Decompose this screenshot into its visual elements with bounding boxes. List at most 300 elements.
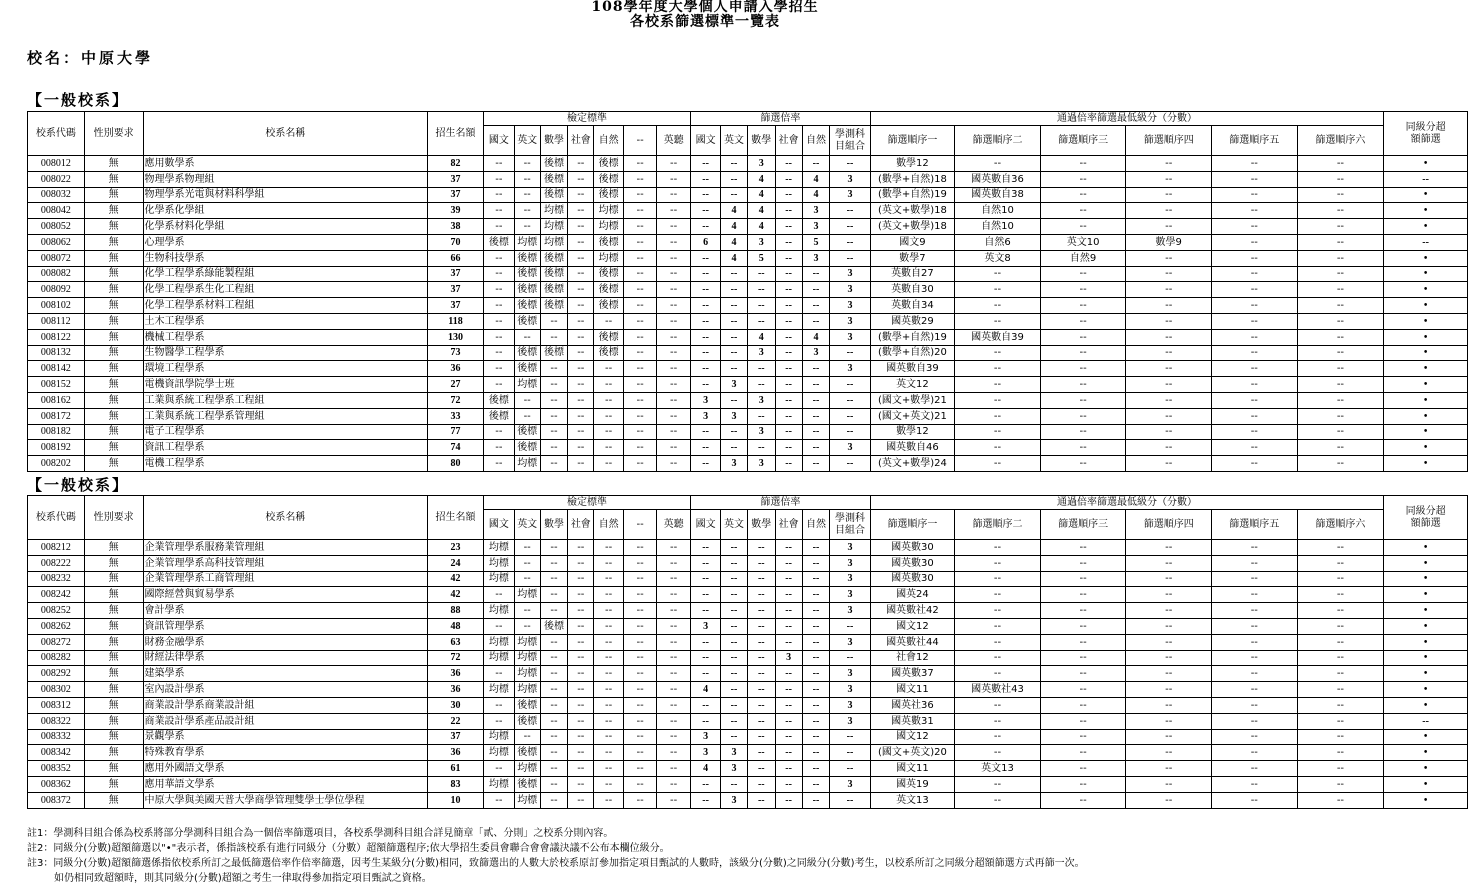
multiplier-cell: -- bbox=[721, 776, 748, 792]
gender-requirement-cell: 無 bbox=[84, 792, 143, 808]
min-score-cell: (數學+自然)19 bbox=[870, 329, 955, 345]
min-score-cell: 國英數社43 bbox=[955, 682, 1041, 698]
multiplier-cell: -- bbox=[830, 234, 870, 250]
dept-code-cell: 008352 bbox=[28, 761, 85, 777]
test-standard-cell: 後標 bbox=[540, 187, 568, 203]
gender-requirement-cell: 無 bbox=[84, 424, 143, 440]
quota-cell: 37 bbox=[428, 266, 484, 282]
min-score-cell: -- bbox=[1212, 377, 1298, 393]
multiplier-cell: -- bbox=[691, 456, 721, 472]
same-score-cell: • bbox=[1384, 266, 1468, 282]
min-score-cell: 自然9 bbox=[1040, 250, 1126, 266]
min-score-cell: -- bbox=[955, 266, 1041, 282]
test-standard-cell: -- bbox=[594, 650, 624, 666]
min-score-cell: -- bbox=[1212, 729, 1298, 745]
min-score-cell: -- bbox=[955, 282, 1041, 298]
min-score-cell: (數學+自然)20 bbox=[870, 345, 955, 361]
min-score-cell: 國文12 bbox=[870, 729, 955, 745]
header-subject: 英聽 bbox=[657, 510, 691, 540]
test-standard-cell: -- bbox=[568, 697, 594, 713]
multiplier-cell: 3 bbox=[830, 313, 870, 329]
min-score-cell: -- bbox=[1212, 587, 1298, 603]
header-mult-subject: 英文 bbox=[721, 510, 748, 540]
dept-name-cell: 資訊工程學系 bbox=[143, 440, 428, 456]
min-score-cell: -- bbox=[1212, 440, 1298, 456]
multiplier-cell: -- bbox=[775, 540, 802, 556]
test-standard-cell: 均標 bbox=[514, 587, 540, 603]
multiplier-cell: -- bbox=[830, 456, 870, 472]
dept-name-cell: 生物醫學工程學系 bbox=[143, 345, 428, 361]
test-standard-cell: 後標 bbox=[594, 156, 624, 172]
multiplier-cell: -- bbox=[747, 377, 775, 393]
multiplier-cell: -- bbox=[691, 440, 721, 456]
min-score-cell: -- bbox=[1297, 203, 1384, 219]
multiplier-cell: -- bbox=[691, 792, 721, 808]
multiplier-cell: -- bbox=[747, 792, 775, 808]
test-standard-cell: -- bbox=[657, 666, 691, 682]
min-score-cell: 英數自27 bbox=[870, 266, 955, 282]
test-standard-cell: 後標 bbox=[514, 313, 540, 329]
multiplier-cell: -- bbox=[747, 697, 775, 713]
multiplier-cell: -- bbox=[802, 298, 830, 314]
multiplier-cell: 4 bbox=[802, 329, 830, 345]
dept-name-cell: 土木工程學系 bbox=[143, 313, 428, 329]
min-score-cell: -- bbox=[1297, 540, 1384, 556]
min-score-cell: -- bbox=[1126, 203, 1212, 219]
min-score-cell: -- bbox=[1126, 392, 1212, 408]
test-standard-cell: -- bbox=[594, 697, 624, 713]
multiplier-cell: -- bbox=[775, 456, 802, 472]
same-score-cell: • bbox=[1384, 377, 1468, 393]
min-score-cell: -- bbox=[1040, 456, 1126, 472]
multiplier-cell: -- bbox=[775, 634, 802, 650]
test-standard-cell: 後標 bbox=[540, 250, 568, 266]
test-standard-cell: -- bbox=[540, 729, 568, 745]
multiplier-cell: -- bbox=[802, 666, 830, 682]
min-score-cell: -- bbox=[1297, 666, 1384, 682]
multiplier-cell: -- bbox=[747, 571, 775, 587]
multiplier-cell: 3 bbox=[691, 618, 721, 634]
multiplier-cell: -- bbox=[830, 729, 870, 745]
test-standard-cell: -- bbox=[540, 634, 568, 650]
multiplier-cell: -- bbox=[775, 171, 802, 187]
dept-code-cell: 008112 bbox=[28, 313, 85, 329]
test-standard-cell: -- bbox=[540, 587, 568, 603]
gender-requirement-cell: 無 bbox=[84, 171, 143, 187]
dept-code-cell: 008042 bbox=[28, 203, 85, 219]
quota-cell: 88 bbox=[428, 603, 484, 619]
min-score-cell: -- bbox=[955, 618, 1041, 634]
quota-cell: 130 bbox=[428, 329, 484, 345]
multiplier-cell: -- bbox=[747, 313, 775, 329]
min-score-cell: 國文11 bbox=[870, 761, 955, 777]
header-order: 篩選順序三 bbox=[1040, 510, 1126, 540]
test-standard-cell: -- bbox=[594, 361, 624, 377]
test-standard-cell: -- bbox=[514, 408, 540, 424]
quota-cell: 24 bbox=[428, 555, 484, 571]
test-standard-cell: -- bbox=[594, 377, 624, 393]
test-standard-cell: -- bbox=[594, 682, 624, 698]
header-mult-subject: 自然 bbox=[802, 126, 830, 156]
multiplier-cell: -- bbox=[775, 761, 802, 777]
dept-name-cell: 生物科技學系 bbox=[143, 250, 428, 266]
multiplier-cell: -- bbox=[802, 603, 830, 619]
min-score-cell: -- bbox=[1297, 219, 1384, 235]
min-score-cell: 國英24 bbox=[870, 587, 955, 603]
header-order: 篩選順序二 bbox=[955, 510, 1041, 540]
test-standard-cell: 後標 bbox=[594, 266, 624, 282]
multiplier-cell: 3 bbox=[830, 361, 870, 377]
multiplier-cell: -- bbox=[802, 697, 830, 713]
test-standard-cell: 均標 bbox=[483, 682, 514, 698]
header-quota: 招生名額 bbox=[428, 112, 484, 156]
min-score-cell: -- bbox=[1212, 571, 1298, 587]
test-standard-cell: -- bbox=[568, 792, 594, 808]
dept-name-cell: 化學工程學系綠能製程組 bbox=[143, 266, 428, 282]
same-score-cell: • bbox=[1384, 313, 1468, 329]
test-standard-cell: -- bbox=[483, 266, 514, 282]
test-standard-cell: -- bbox=[483, 156, 514, 172]
header-mult-subject: 社會 bbox=[775, 510, 802, 540]
multiplier-cell: -- bbox=[802, 745, 830, 761]
test-standard-cell: -- bbox=[514, 329, 540, 345]
min-score-cell: 自然6 bbox=[955, 234, 1041, 250]
test-standard-cell: -- bbox=[594, 745, 624, 761]
min-score-cell: -- bbox=[1040, 361, 1126, 377]
header-mult-subject: 學測科目組合 bbox=[830, 126, 870, 156]
multiplier-cell: -- bbox=[802, 440, 830, 456]
test-standard-cell: 均標 bbox=[514, 792, 540, 808]
multiplier-cell: -- bbox=[775, 361, 802, 377]
gender-requirement-cell: 無 bbox=[84, 634, 143, 650]
test-standard-cell: -- bbox=[540, 424, 568, 440]
dept-code-cell: 008332 bbox=[28, 729, 85, 745]
min-score-cell: -- bbox=[1126, 361, 1212, 377]
test-standard-cell: -- bbox=[657, 329, 691, 345]
same-score-cell: • bbox=[1384, 156, 1468, 172]
table-row bbox=[28, 187, 1468, 203]
test-standard-cell: 均標 bbox=[540, 219, 568, 235]
multiplier-cell: -- bbox=[691, 313, 721, 329]
multiplier-cell: 3 bbox=[830, 540, 870, 556]
min-score-cell: -- bbox=[1126, 250, 1212, 266]
min-score-cell: (英文+數學)18 bbox=[870, 203, 955, 219]
multiplier-cell: 3 bbox=[747, 156, 775, 172]
min-score-cell: 英數自30 bbox=[870, 282, 955, 298]
test-standard-cell: -- bbox=[624, 555, 657, 571]
document-title: 108學年度大學個人申請入學招生 bbox=[591, 0, 819, 15]
min-score-cell: -- bbox=[1040, 540, 1126, 556]
test-standard-cell: -- bbox=[540, 682, 568, 698]
min-score-cell: -- bbox=[1126, 298, 1212, 314]
test-standard-cell: -- bbox=[624, 156, 657, 172]
min-score-cell: -- bbox=[1212, 282, 1298, 298]
test-standard-cell: -- bbox=[657, 234, 691, 250]
footnote-1: 註1：學測科目組合係為校系將部分學測科目組合為一個倍率篩選項目，各校系學測科目組合詳見簡章「貳、分則」之校系分則內容。 bbox=[27, 828, 614, 839]
min-score-cell: 國文12 bbox=[870, 618, 955, 634]
gender-requirement-cell: 無 bbox=[84, 618, 143, 634]
multiplier-cell: -- bbox=[691, 571, 721, 587]
table-row bbox=[28, 171, 1468, 187]
quota-cell: 70 bbox=[428, 234, 484, 250]
multiplier-cell: -- bbox=[691, 250, 721, 266]
test-standard-cell: -- bbox=[624, 250, 657, 266]
multiplier-cell: -- bbox=[747, 634, 775, 650]
multiplier-cell: 3 bbox=[830, 587, 870, 603]
dept-code-cell: 008252 bbox=[28, 603, 85, 619]
multiplier-cell: -- bbox=[802, 634, 830, 650]
min-score-cell: -- bbox=[1212, 761, 1298, 777]
test-standard-cell: -- bbox=[483, 377, 514, 393]
test-standard-cell: -- bbox=[568, 666, 594, 682]
test-standard-cell: -- bbox=[657, 440, 691, 456]
multiplier-cell: -- bbox=[747, 729, 775, 745]
multiplier-cell: -- bbox=[802, 682, 830, 698]
min-score-cell: -- bbox=[1040, 408, 1126, 424]
test-standard-cell: -- bbox=[540, 313, 568, 329]
min-score-cell: -- bbox=[1212, 555, 1298, 571]
test-standard-cell: -- bbox=[624, 361, 657, 377]
min-score-cell: -- bbox=[1126, 776, 1212, 792]
same-score-cell: • bbox=[1384, 745, 1468, 761]
header-multiplier: 篩選倍率 bbox=[691, 112, 871, 126]
test-standard-cell: -- bbox=[540, 392, 568, 408]
test-standard-cell: -- bbox=[514, 171, 540, 187]
test-standard-cell: -- bbox=[657, 282, 691, 298]
quota-cell: 36 bbox=[428, 745, 484, 761]
quota-cell: 73 bbox=[428, 345, 484, 361]
multiplier-cell: -- bbox=[721, 603, 748, 619]
test-standard-cell: -- bbox=[624, 776, 657, 792]
test-standard-cell: 後標 bbox=[483, 408, 514, 424]
test-standard-cell: -- bbox=[540, 540, 568, 556]
header-mult-subject: 自然 bbox=[802, 510, 830, 540]
test-standard-cell: 後標 bbox=[594, 234, 624, 250]
min-score-cell: -- bbox=[1297, 440, 1384, 456]
test-standard-cell: 後標 bbox=[540, 156, 568, 172]
table-body-1 bbox=[28, 156, 1468, 472]
min-score-cell: -- bbox=[1297, 571, 1384, 587]
quota-cell: 77 bbox=[428, 424, 484, 440]
multiplier-cell: -- bbox=[830, 219, 870, 235]
header-order: 篩選順序四 bbox=[1126, 510, 1212, 540]
min-score-cell: -- bbox=[1297, 650, 1384, 666]
multiplier-cell: -- bbox=[802, 776, 830, 792]
dept-code-cell: 008012 bbox=[28, 156, 85, 172]
test-standard-cell: 後標 bbox=[514, 776, 540, 792]
dept-code-cell: 008232 bbox=[28, 571, 85, 587]
multiplier-cell: -- bbox=[775, 555, 802, 571]
multiplier-cell: -- bbox=[747, 761, 775, 777]
multiplier-cell: -- bbox=[747, 618, 775, 634]
min-score-cell: 國英數30 bbox=[870, 571, 955, 587]
min-score-cell: 國文11 bbox=[870, 682, 955, 698]
same-score-cell: • bbox=[1384, 187, 1468, 203]
dept-code-cell: 008342 bbox=[28, 745, 85, 761]
min-score-cell: -- bbox=[955, 713, 1041, 729]
test-standard-cell: -- bbox=[540, 440, 568, 456]
min-score-cell: -- bbox=[1126, 424, 1212, 440]
test-standard-cell: -- bbox=[624, 377, 657, 393]
multiplier-cell: -- bbox=[747, 587, 775, 603]
test-standard-cell: -- bbox=[594, 776, 624, 792]
gender-requirement-cell: 無 bbox=[84, 329, 143, 345]
gender-requirement-cell: 無 bbox=[84, 761, 143, 777]
test-standard-cell: -- bbox=[540, 697, 568, 713]
min-score-cell: -- bbox=[955, 650, 1041, 666]
min-score-cell: -- bbox=[1212, 171, 1298, 187]
quota-cell: 63 bbox=[428, 634, 484, 650]
test-standard-cell: -- bbox=[568, 392, 594, 408]
multiplier-cell: -- bbox=[802, 392, 830, 408]
test-standard-cell: -- bbox=[624, 219, 657, 235]
header-subject: 英文 bbox=[514, 510, 540, 540]
table-row bbox=[28, 203, 1468, 219]
test-standard-cell: -- bbox=[540, 329, 568, 345]
multiplier-cell: -- bbox=[830, 203, 870, 219]
min-score-cell: -- bbox=[1212, 713, 1298, 729]
multiplier-cell: -- bbox=[802, 313, 830, 329]
test-standard-cell: -- bbox=[568, 361, 594, 377]
same-score-cell: • bbox=[1384, 282, 1468, 298]
test-standard-cell: -- bbox=[624, 618, 657, 634]
header-mult-subject: 社會 bbox=[775, 126, 802, 156]
multiplier-cell: -- bbox=[775, 571, 802, 587]
multiplier-cell: 3 bbox=[830, 776, 870, 792]
min-score-cell: -- bbox=[1212, 219, 1298, 235]
min-score-cell: 英數自34 bbox=[870, 298, 955, 314]
multiplier-cell: -- bbox=[721, 329, 748, 345]
min-score-cell: (國文+英文)20 bbox=[870, 745, 955, 761]
multiplier-cell: -- bbox=[830, 408, 870, 424]
multiplier-cell: -- bbox=[721, 555, 748, 571]
dept-code-cell: 008052 bbox=[28, 219, 85, 235]
quota-cell: 36 bbox=[428, 666, 484, 682]
multiplier-cell: -- bbox=[721, 682, 748, 698]
min-score-cell: -- bbox=[1040, 729, 1126, 745]
multiplier-cell: -- bbox=[721, 361, 748, 377]
multiplier-cell: 3 bbox=[721, 408, 748, 424]
header-min-score: 通過倍率篩選最低級分（分數） bbox=[870, 112, 1384, 126]
min-score-cell: -- bbox=[1212, 361, 1298, 377]
header-subject: 英聽 bbox=[657, 126, 691, 156]
dept-code-cell: 008222 bbox=[28, 555, 85, 571]
multiplier-cell: 3 bbox=[830, 171, 870, 187]
header-subject: 社會 bbox=[568, 126, 594, 156]
multiplier-cell: -- bbox=[691, 603, 721, 619]
min-score-cell: -- bbox=[1297, 456, 1384, 472]
header-mult-subject: 國文 bbox=[691, 126, 721, 156]
min-score-cell: -- bbox=[1297, 697, 1384, 713]
test-standard-cell: -- bbox=[568, 282, 594, 298]
dept-name-cell: 資訊管理學系 bbox=[143, 618, 428, 634]
header-test-standard: 檢定標準 bbox=[483, 112, 690, 126]
test-standard-cell: -- bbox=[483, 298, 514, 314]
dept-code-cell: 008322 bbox=[28, 713, 85, 729]
test-standard-cell: 後標 bbox=[514, 282, 540, 298]
dept-code-cell: 008292 bbox=[28, 666, 85, 682]
dept-code-cell: 008202 bbox=[28, 456, 85, 472]
test-standard-cell: -- bbox=[483, 456, 514, 472]
min-score-cell: -- bbox=[1126, 187, 1212, 203]
gender-requirement-cell: 無 bbox=[84, 440, 143, 456]
dept-name-cell: 中原大學與美國天普大學商學管理雙學士學位學程 bbox=[143, 792, 428, 808]
min-score-cell: -- bbox=[1212, 618, 1298, 634]
min-score-cell: 國文9 bbox=[870, 234, 955, 250]
min-score-cell: -- bbox=[1212, 697, 1298, 713]
min-score-cell: -- bbox=[1126, 745, 1212, 761]
multiplier-cell: -- bbox=[830, 156, 870, 172]
test-standard-cell: -- bbox=[568, 634, 594, 650]
test-standard-cell: -- bbox=[657, 634, 691, 650]
test-standard-cell: -- bbox=[657, 361, 691, 377]
test-standard-cell: 均標 bbox=[540, 234, 568, 250]
test-standard-cell: -- bbox=[568, 603, 594, 619]
gender-requirement-cell: 無 bbox=[84, 361, 143, 377]
table-row bbox=[28, 713, 1468, 729]
multiplier-cell: -- bbox=[747, 745, 775, 761]
multiplier-cell: 4 bbox=[747, 171, 775, 187]
min-score-cell: -- bbox=[1126, 618, 1212, 634]
min-score-cell: -- bbox=[955, 345, 1041, 361]
multiplier-cell: -- bbox=[747, 555, 775, 571]
min-score-cell: 自然10 bbox=[955, 219, 1041, 235]
multiplier-cell: -- bbox=[747, 540, 775, 556]
table-row bbox=[28, 682, 1468, 698]
min-score-cell: -- bbox=[955, 377, 1041, 393]
multiplier-cell: 3 bbox=[830, 603, 870, 619]
test-standard-cell: -- bbox=[514, 203, 540, 219]
dept-code-cell: 008092 bbox=[28, 282, 85, 298]
min-score-cell: -- bbox=[1212, 456, 1298, 472]
dept-name-cell: 電機資訊學院學士班 bbox=[143, 377, 428, 393]
test-standard-cell: -- bbox=[568, 377, 594, 393]
min-score-cell: -- bbox=[955, 603, 1041, 619]
dept-name-cell: 特殊教育學系 bbox=[143, 745, 428, 761]
multiplier-cell: -- bbox=[802, 424, 830, 440]
dept-name-cell: 商業設計學系商業設計組 bbox=[143, 697, 428, 713]
min-score-cell: -- bbox=[955, 634, 1041, 650]
table-row bbox=[28, 424, 1468, 440]
multiplier-cell: -- bbox=[775, 408, 802, 424]
multiplier-cell: -- bbox=[747, 282, 775, 298]
multiplier-cell: 3 bbox=[830, 571, 870, 587]
min-score-cell: -- bbox=[1212, 666, 1298, 682]
test-standard-cell: -- bbox=[657, 345, 691, 361]
min-score-cell: 國英數31 bbox=[870, 713, 955, 729]
table-row bbox=[28, 345, 1468, 361]
min-score-cell: 數學12 bbox=[870, 424, 955, 440]
test-standard-cell: -- bbox=[594, 761, 624, 777]
min-score-cell: 國英數37 bbox=[870, 666, 955, 682]
multiplier-cell: -- bbox=[775, 440, 802, 456]
test-standard-cell: 後標 bbox=[514, 424, 540, 440]
multiplier-cell: 3 bbox=[830, 555, 870, 571]
test-standard-cell: -- bbox=[624, 761, 657, 777]
min-score-cell: -- bbox=[1126, 329, 1212, 345]
test-standard-cell: -- bbox=[624, 792, 657, 808]
table-row bbox=[28, 776, 1468, 792]
test-standard-cell: -- bbox=[624, 587, 657, 603]
multiplier-cell: -- bbox=[721, 345, 748, 361]
test-standard-cell: -- bbox=[594, 792, 624, 808]
min-score-cell: -- bbox=[955, 298, 1041, 314]
header-order: 篩選順序四 bbox=[1126, 126, 1212, 156]
test-standard-cell: 均標 bbox=[483, 571, 514, 587]
test-standard-cell: -- bbox=[624, 729, 657, 745]
test-standard-cell: 後標 bbox=[514, 745, 540, 761]
multiplier-cell: -- bbox=[691, 345, 721, 361]
